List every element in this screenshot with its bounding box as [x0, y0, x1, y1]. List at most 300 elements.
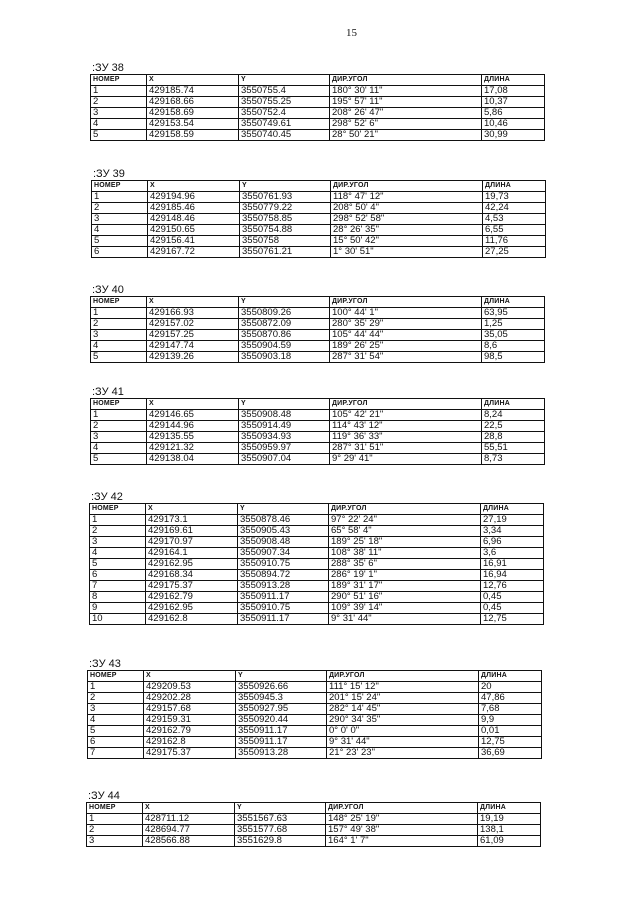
column-header-angle: ДИР.УГОЛ	[330, 297, 482, 308]
point-number: 3	[91, 432, 147, 443]
point-number: 2	[88, 693, 144, 704]
segment-length: 8,73	[482, 454, 545, 465]
x-coordinate: 429202.28	[144, 693, 236, 704]
y-coordinate: 3550914.49	[239, 421, 330, 432]
x-coordinate: 429185.46	[148, 203, 240, 214]
segment-length: 12,75	[479, 737, 542, 748]
segment-length: 8,24	[482, 410, 545, 421]
column-header-x: X	[147, 297, 239, 308]
segment-length: 19,19	[478, 814, 541, 825]
direction-angle: 157° 49' 38"	[326, 825, 478, 836]
x-coordinate: 429138.04	[147, 454, 239, 465]
table-row	[91, 410, 545, 421]
column-header-num: НОМЕР	[90, 504, 146, 515]
y-coordinate: 3550910.75	[238, 559, 329, 570]
table-header-row	[87, 803, 541, 814]
direction-angle: 148° 25' 19"	[326, 814, 478, 825]
table-row	[92, 225, 546, 236]
point-number: 2	[92, 203, 148, 214]
y-coordinate: 3551629.8	[235, 836, 326, 847]
y-coordinate: 3550911.17	[236, 726, 327, 737]
table-header-row	[91, 75, 545, 86]
x-coordinate: 429150.65	[148, 225, 240, 236]
direction-angle: 180° 30' 11"	[330, 86, 482, 97]
y-coordinate: 3550934.93	[239, 432, 330, 443]
y-coordinate: 3550878.46	[238, 515, 329, 526]
point-number: 10	[90, 614, 146, 625]
y-coordinate: 3550913.28	[238, 581, 329, 592]
table-row	[90, 537, 544, 548]
y-coordinate: 3550870.86	[239, 330, 330, 341]
table-row	[88, 748, 542, 759]
y-coordinate: 3550872.09	[239, 319, 330, 330]
direction-angle: 287° 31' 54"	[330, 352, 482, 363]
x-coordinate: 429164.1	[146, 548, 238, 559]
segment-length: 16,94	[481, 570, 544, 581]
table-row	[91, 130, 545, 141]
y-coordinate: 3550758.85	[240, 214, 331, 225]
table-row	[90, 570, 544, 581]
table-row	[91, 432, 545, 443]
table-row	[91, 352, 545, 363]
page-number: 15	[346, 27, 357, 39]
direction-angle: 15° 50' 42"	[331, 236, 483, 247]
x-coordinate: 429162.95	[146, 559, 238, 570]
point-number: 1	[87, 814, 143, 825]
x-coordinate: 429162.8	[144, 737, 236, 748]
direction-angle: 111° 15' 12"	[327, 682, 479, 693]
direction-angle: 9° 29' 41"	[330, 454, 482, 465]
direction-angle: 290° 51' 16"	[329, 592, 481, 603]
y-coordinate: 3550740.45	[239, 130, 330, 141]
direction-angle: 298° 52' 6"	[330, 119, 482, 130]
point-number: 1	[92, 192, 148, 203]
block-title: :ЗУ 42	[91, 491, 123, 503]
y-coordinate: 3550959.97	[239, 443, 330, 454]
direction-angle: 164° 1' 7"	[326, 836, 478, 847]
point-number: 5	[90, 559, 146, 570]
table-row	[91, 443, 545, 454]
segment-length: 27,25	[483, 247, 546, 258]
segment-length: 12,75	[481, 614, 544, 625]
column-header-num: НОМЕР	[91, 75, 147, 86]
direction-angle: 109° 39' 14"	[329, 603, 481, 614]
table-row	[92, 247, 546, 258]
y-coordinate: 3550755.25	[239, 97, 330, 108]
direction-angle: 287° 31' 51"	[330, 443, 482, 454]
x-coordinate: 429158.69	[147, 108, 239, 119]
y-coordinate: 3550755.4	[239, 86, 330, 97]
column-header-y: Y	[240, 181, 331, 192]
point-number: 5	[91, 130, 147, 141]
column-header-num: НОМЕР	[91, 297, 147, 308]
point-number: 7	[88, 748, 144, 759]
direction-angle: 195° 57' 11"	[330, 97, 482, 108]
direction-angle: 208° 26' 47"	[330, 108, 482, 119]
table-row	[91, 108, 545, 119]
column-header-len: ДЛИНА	[482, 297, 545, 308]
direction-angle: 105° 44' 44"	[330, 330, 482, 341]
point-number: 2	[90, 526, 146, 537]
y-coordinate: 3550911.17	[236, 737, 327, 748]
y-coordinate: 3550926.66	[236, 682, 327, 693]
direction-angle: 9° 31' 44"	[329, 614, 481, 625]
direction-angle: 28° 50' 21"	[330, 130, 482, 141]
point-number: 1	[90, 515, 146, 526]
segment-length: 8,6	[482, 341, 545, 352]
column-header-x: X	[143, 803, 235, 814]
column-header-y: Y	[235, 803, 326, 814]
point-number: 5	[91, 352, 147, 363]
table-row	[91, 330, 545, 341]
table-row	[92, 203, 546, 214]
y-coordinate: 3550908.48	[238, 537, 329, 548]
point-number: 4	[92, 225, 148, 236]
point-number: 4	[88, 715, 144, 726]
x-coordinate: 429167.72	[148, 247, 240, 258]
point-number: 6	[90, 570, 146, 581]
land-plot-block	[89, 491, 544, 625]
direction-angle: 108° 38' 11"	[329, 548, 481, 559]
land-plot-block	[86, 790, 541, 847]
segment-length: 27,19	[481, 515, 544, 526]
table-row	[88, 704, 542, 715]
column-header-num: НОМЕР	[92, 181, 148, 192]
table-row	[87, 814, 541, 825]
x-coordinate: 429162.8	[146, 614, 238, 625]
point-number: 9	[90, 603, 146, 614]
table-header-row	[88, 671, 542, 682]
column-header-y: Y	[239, 75, 330, 86]
y-coordinate: 3550913.28	[236, 748, 327, 759]
coordinates-table	[87, 670, 542, 759]
point-number: 2	[91, 97, 147, 108]
block-title: :ЗУ 43	[89, 658, 121, 670]
y-coordinate: 3550920.44	[236, 715, 327, 726]
point-number: 4	[91, 443, 147, 454]
x-coordinate: 429121.32	[147, 443, 239, 454]
segment-length: 6,96	[481, 537, 544, 548]
coordinates-table	[91, 180, 546, 258]
segment-length: 17,08	[482, 86, 545, 97]
x-coordinate: 429153.54	[147, 119, 239, 130]
column-header-len: ДЛИНА	[482, 75, 545, 86]
x-coordinate: 429157.02	[147, 319, 239, 330]
x-coordinate: 429170.97	[146, 537, 238, 548]
y-coordinate: 3550905.43	[238, 526, 329, 537]
table-row	[91, 97, 545, 108]
segment-length: 10,46	[482, 119, 545, 130]
point-number: 1	[91, 86, 147, 97]
segment-length: 7,68	[479, 704, 542, 715]
column-header-len: ДЛИНА	[478, 803, 541, 814]
direction-angle: 65° 58' 4"	[329, 526, 481, 537]
table-row	[91, 319, 545, 330]
column-header-angle: ДИР.УГОЛ	[327, 671, 479, 682]
segment-length: 22,5	[482, 421, 545, 432]
table-header-row	[90, 504, 544, 515]
x-coordinate: 429168.34	[146, 570, 238, 581]
table-row	[90, 603, 544, 614]
table-row	[90, 592, 544, 603]
y-coordinate: 3550754.88	[240, 225, 331, 236]
y-coordinate: 3550911.17	[238, 592, 329, 603]
x-coordinate: 429156.41	[148, 236, 240, 247]
x-coordinate: 429173.1	[146, 515, 238, 526]
block-title: :ЗУ 38	[92, 62, 124, 74]
point-number: 4	[91, 341, 147, 352]
land-plot-block	[90, 386, 545, 465]
x-coordinate: 429209.53	[144, 682, 236, 693]
coordinates-table	[89, 503, 544, 625]
column-header-num: НОМЕР	[88, 671, 144, 682]
y-coordinate: 3550945.3	[236, 693, 327, 704]
column-header-num: НОМЕР	[87, 803, 143, 814]
land-plot-block	[87, 658, 542, 759]
direction-angle: 288° 35' 6"	[329, 559, 481, 570]
segment-length: 138,1	[478, 825, 541, 836]
segment-length: 11,76	[483, 236, 546, 247]
segment-length: 35,05	[482, 330, 545, 341]
y-coordinate: 3550779.22	[240, 203, 331, 214]
point-number: 6	[92, 247, 148, 258]
y-coordinate: 3550904.59	[239, 341, 330, 352]
column-header-angle: ДИР.УГОЛ	[330, 75, 482, 86]
segment-length: 36,69	[479, 748, 542, 759]
column-header-y: Y	[239, 297, 330, 308]
land-plot-block	[90, 284, 545, 363]
segment-length: 12,76	[481, 581, 544, 592]
direction-angle: 119° 36' 33"	[330, 432, 482, 443]
segment-length: 0,01	[479, 726, 542, 737]
direction-angle: 21° 23' 23"	[327, 748, 479, 759]
column-header-angle: ДИР.УГОЛ	[330, 399, 482, 410]
y-coordinate: 3550809.26	[239, 308, 330, 319]
direction-angle: 189° 25' 18"	[329, 537, 481, 548]
x-coordinate: 429146.65	[147, 410, 239, 421]
table-row	[88, 726, 542, 737]
x-coordinate: 429162.79	[144, 726, 236, 737]
column-header-y: Y	[236, 671, 327, 682]
y-coordinate: 3550761.93	[240, 192, 331, 203]
x-coordinate: 429157.68	[144, 704, 236, 715]
coordinates-table	[90, 74, 545, 141]
direction-angle: 1° 30' 51"	[331, 247, 483, 258]
table-row	[92, 236, 546, 247]
direction-angle: 97° 22' 24"	[329, 515, 481, 526]
segment-length: 16,91	[481, 559, 544, 570]
column-header-angle: ДИР.УГОЛ	[326, 803, 478, 814]
segment-length: 1,25	[482, 319, 545, 330]
segment-length: 47,86	[479, 693, 542, 704]
y-coordinate: 3550761.21	[240, 247, 331, 258]
y-coordinate: 3551577.68	[235, 825, 326, 836]
table-row	[91, 86, 545, 97]
table-row	[91, 421, 545, 432]
point-number: 1	[91, 410, 147, 421]
column-header-num: НОМЕР	[91, 399, 147, 410]
point-number: 5	[91, 454, 147, 465]
point-number: 2	[87, 825, 143, 836]
table-row	[91, 341, 545, 352]
block-title: :ЗУ 40	[92, 284, 124, 296]
land-plot-block	[90, 62, 545, 141]
point-number: 1	[91, 308, 147, 319]
block-title: :ЗУ 39	[93, 168, 125, 180]
segment-length: 5,86	[482, 108, 545, 119]
table-row	[88, 737, 542, 748]
table-row	[90, 515, 544, 526]
x-coordinate: 429175.37	[144, 748, 236, 759]
x-coordinate: 429194.96	[148, 192, 240, 203]
column-header-y: Y	[239, 399, 330, 410]
direction-angle: 118° 47' 12"	[331, 192, 483, 203]
table-row	[88, 693, 542, 704]
block-title: :ЗУ 44	[88, 790, 120, 802]
segment-length: 61,09	[478, 836, 541, 847]
column-header-x: X	[144, 671, 236, 682]
segment-length: 20	[479, 682, 542, 693]
direction-angle: 28° 26' 35"	[331, 225, 483, 236]
direction-angle: 286° 19' 1"	[329, 570, 481, 581]
x-coordinate: 428711.12	[143, 814, 235, 825]
y-coordinate: 3550907.04	[239, 454, 330, 465]
point-number: 2	[91, 421, 147, 432]
column-header-x: X	[147, 399, 239, 410]
x-coordinate: 429166.93	[147, 308, 239, 319]
point-number: 4	[90, 548, 146, 559]
point-number: 2	[91, 319, 147, 330]
point-number: 3	[87, 836, 143, 847]
point-number: 8	[90, 592, 146, 603]
column-header-len: ДЛИНА	[482, 399, 545, 410]
direction-angle: 114° 43' 12"	[330, 421, 482, 432]
segment-length: 30,99	[482, 130, 545, 141]
x-coordinate: 429158.59	[147, 130, 239, 141]
table-row	[90, 559, 544, 570]
direction-angle: 105° 42' 21"	[330, 410, 482, 421]
table-row	[92, 214, 546, 225]
column-header-x: X	[147, 75, 239, 86]
y-coordinate: 3550910.75	[238, 603, 329, 614]
segment-length: 19,73	[483, 192, 546, 203]
segment-length: 63,95	[482, 308, 545, 319]
column-header-angle: ДИР.УГОЛ	[331, 181, 483, 192]
segment-length: 28,8	[482, 432, 545, 443]
column-header-angle: ДИР.УГОЛ	[329, 504, 481, 515]
x-coordinate: 429175.37	[146, 581, 238, 592]
direction-angle: 189° 31' 17"	[329, 581, 481, 592]
table-row	[91, 119, 545, 130]
point-number: 5	[92, 236, 148, 247]
y-coordinate: 3550749.61	[239, 119, 330, 130]
direction-angle: 280° 35' 29"	[330, 319, 482, 330]
x-coordinate: 429162.79	[146, 592, 238, 603]
segment-length: 9,9	[479, 715, 542, 726]
segment-length: 4,53	[483, 214, 546, 225]
column-header-len: ДЛИНА	[483, 181, 546, 192]
y-coordinate: 3550894.72	[238, 570, 329, 581]
table-row	[91, 454, 545, 465]
segment-length: 98,5	[482, 352, 545, 363]
x-coordinate: 429148.46	[148, 214, 240, 225]
table-row	[90, 548, 544, 559]
y-coordinate: 3550752.4	[239, 108, 330, 119]
segment-length: 0,45	[481, 592, 544, 603]
table-row	[88, 715, 542, 726]
point-number: 3	[91, 108, 147, 119]
point-number: 3	[88, 704, 144, 715]
table-header-row	[92, 181, 546, 192]
point-number: 7	[90, 581, 146, 592]
y-coordinate: 3550903.18	[239, 352, 330, 363]
column-header-x: X	[146, 504, 238, 515]
direction-angle: 298° 52' 58"	[331, 214, 483, 225]
table-row	[88, 682, 542, 693]
x-coordinate: 429169.61	[146, 526, 238, 537]
point-number: 5	[88, 726, 144, 737]
segment-length: 3,6	[481, 548, 544, 559]
direction-angle: 282° 14' 45"	[327, 704, 479, 715]
point-number: 1	[88, 682, 144, 693]
table-row	[87, 836, 541, 847]
x-coordinate: 429162.95	[146, 603, 238, 614]
segment-length: 0,45	[481, 603, 544, 614]
direction-angle: 208° 50' 4"	[331, 203, 483, 214]
x-coordinate: 429139.26	[147, 352, 239, 363]
direction-angle: 290° 34' 35"	[327, 715, 479, 726]
direction-angle: 0° 0' 0"	[327, 726, 479, 737]
y-coordinate: 3550911.17	[238, 614, 329, 625]
table-row	[87, 825, 541, 836]
segment-length: 6,55	[483, 225, 546, 236]
x-coordinate: 429147.74	[147, 341, 239, 352]
segment-length: 42,24	[483, 203, 546, 214]
coordinates-table	[90, 296, 545, 363]
x-coordinate: 429157.25	[147, 330, 239, 341]
table-row	[91, 308, 545, 319]
x-coordinate: 429159.31	[144, 715, 236, 726]
table-row	[90, 614, 544, 625]
point-number: 3	[92, 214, 148, 225]
y-coordinate: 3550758	[240, 236, 331, 247]
direction-angle: 9° 31' 44"	[327, 737, 479, 748]
column-header-len: ДЛИНА	[479, 671, 542, 682]
x-coordinate: 428694.77	[143, 825, 235, 836]
column-header-len: ДЛИНА	[481, 504, 544, 515]
x-coordinate: 429168.66	[147, 97, 239, 108]
table-row	[90, 581, 544, 592]
table-header-row	[91, 297, 545, 308]
y-coordinate: 3550927.95	[236, 704, 327, 715]
point-number: 6	[88, 737, 144, 748]
coordinates-table	[86, 802, 541, 847]
column-header-x: X	[148, 181, 240, 192]
direction-angle: 100° 44' 1"	[330, 308, 482, 319]
x-coordinate: 429135.55	[147, 432, 239, 443]
segment-length: 3,34	[481, 526, 544, 537]
y-coordinate: 3551567.63	[235, 814, 326, 825]
point-number: 4	[91, 119, 147, 130]
point-number: 3	[91, 330, 147, 341]
x-coordinate: 428566.88	[143, 836, 235, 847]
table-header-row	[91, 399, 545, 410]
column-header-y: Y	[238, 504, 329, 515]
direction-angle: 189° 26' 25"	[330, 341, 482, 352]
y-coordinate: 3550907.34	[238, 548, 329, 559]
block-title: :ЗУ 41	[92, 386, 124, 398]
table-row	[90, 526, 544, 537]
